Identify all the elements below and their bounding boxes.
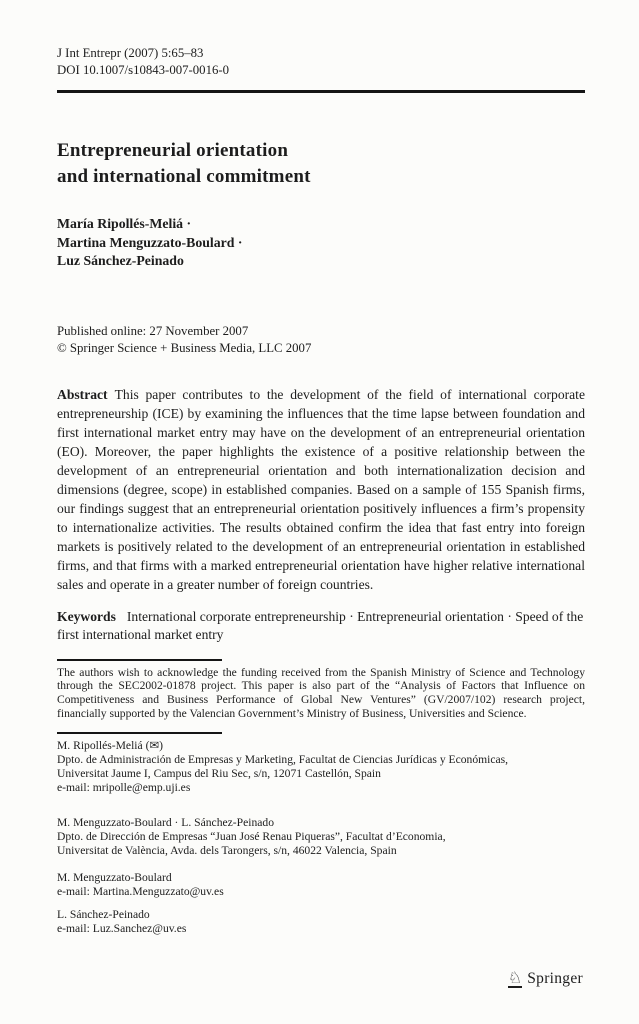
contact-block-coauthors — [57, 816, 585, 858]
acknowledgment-footnote: The authors wish to acknowledge the funding received from the Spanish Ministry of Science and Technology through the SEC2002-01878 project. This paper is also part of the “Analysis of Factors that Influence on Competitiveness and Business Performance of Global New Ventures” (GV/2007/102) research project, financially supported by the Valencian Government’s Ministry of Business, Universities and Science. — [57, 665, 585, 720]
abstract-label: Abstract — [57, 386, 108, 402]
contact-name: M. Menguzzato-Boulard — [57, 871, 172, 885]
paper-title-line2: and international commitment — [57, 166, 311, 187]
contact-block-menguzzato — [57, 871, 585, 899]
copyright-line: © Springer Science + Business Media, LLC 2007 — [57, 340, 312, 355]
contact-affiliation-line1: Dpto. de Dirección de Empresas “Juan José Renau Piqueras”, Facultat d’Economia, — [57, 830, 446, 844]
abstract-text: This paper contributes to the development of the field of international corporate entrepreneurship (ICE) by examining the influences that the time lapse between foundation and first international market entry may have on the development of an entrepreneurial orientation (EO). Moreover, the paper highlights the existence of a positive relationship between the development of an entrepreneurial orientation and both internationalization decision and dimensions (degree, scope) in established companies. Based on a sample of 155 Spanish firms, our findings suggest that an entrepreneurial orientation positively influences a firm’s propensity to internationalize activities. The results obtained confirm the idea that fast entry into foreign markets is positively related to the development of an entrepreneurial orientation in established firms, and that firms with a marked entrepreneurial orientation have higher relative international sales and operate in a greater number of foreign countries. — [57, 386, 585, 592]
contact-affiliation-line2: Universitat Jaume I, Campus del Riu Sec, s/n, 12071 Castellón, Spain — [57, 767, 381, 781]
envelope-icon: (✉) — [145, 739, 164, 753]
contact-affiliation-line2: Universitat de València, Avda. dels Tarongers, s/n, 46022 Valencia, Spain — [57, 844, 397, 858]
corresponding-author-line — [57, 739, 585, 753]
paper-title-line1: Entrepreneurial orientation — [57, 140, 289, 161]
contact-email: e-mail: Luz.Sanchez@uv.es — [57, 922, 187, 936]
journal-header — [57, 45, 585, 79]
contact-block-corresponding — [57, 739, 585, 795]
contact-name: L. Sánchez-Peinado — [57, 908, 150, 922]
doi: DOI 10.1007/s10843-007-0016-0 — [57, 63, 230, 77]
springer-brand-text: Springer — [527, 970, 583, 987]
author-1: María Ripollés-Meliá · — [57, 216, 192, 231]
abstract-section — [57, 385, 585, 594]
springer-knight-icon: ♘ — [507, 968, 523, 987]
journal-ref: J Int Entrepr (2007) 5:65–83 — [57, 46, 204, 60]
contact-email: e-mail: mripolle@emp.uji.es — [57, 781, 191, 795]
keywords-section — [57, 608, 585, 645]
published-online: Published online: 27 November 2007 — [57, 323, 249, 338]
keywords-label: Keywords — [57, 608, 116, 624]
contact-name: M. Ripollés-Meliá — [57, 739, 143, 753]
author-list — [57, 215, 585, 271]
publication-info — [57, 323, 585, 357]
keywords-text: International corporate entrepreneurship · Entrepreneurial orientation · Speed of the first international market entry — [57, 608, 584, 642]
springer-logo — [508, 970, 583, 988]
author-2: Martina Menguzzato-Boulard · — [57, 234, 243, 250]
contact-rule — [57, 732, 222, 734]
paper-title — [57, 138, 585, 190]
author-3: Luz Sánchez-Peinado — [57, 253, 184, 268]
contact-block-sanchez — [57, 908, 585, 936]
contact-email: e-mail: Martina.Menguzzato@uv.es — [57, 885, 224, 899]
footnote-rule — [57, 659, 222, 661]
header-rule — [57, 90, 585, 93]
contact-name: M. Menguzzato-Boulard · L. Sánchez-Peinado — [57, 816, 274, 830]
contact-affiliation-line1: Dpto. de Administración de Empresas y Marketing, Facultat de Ciencias Jurídicas y Económicas, — [57, 753, 509, 767]
